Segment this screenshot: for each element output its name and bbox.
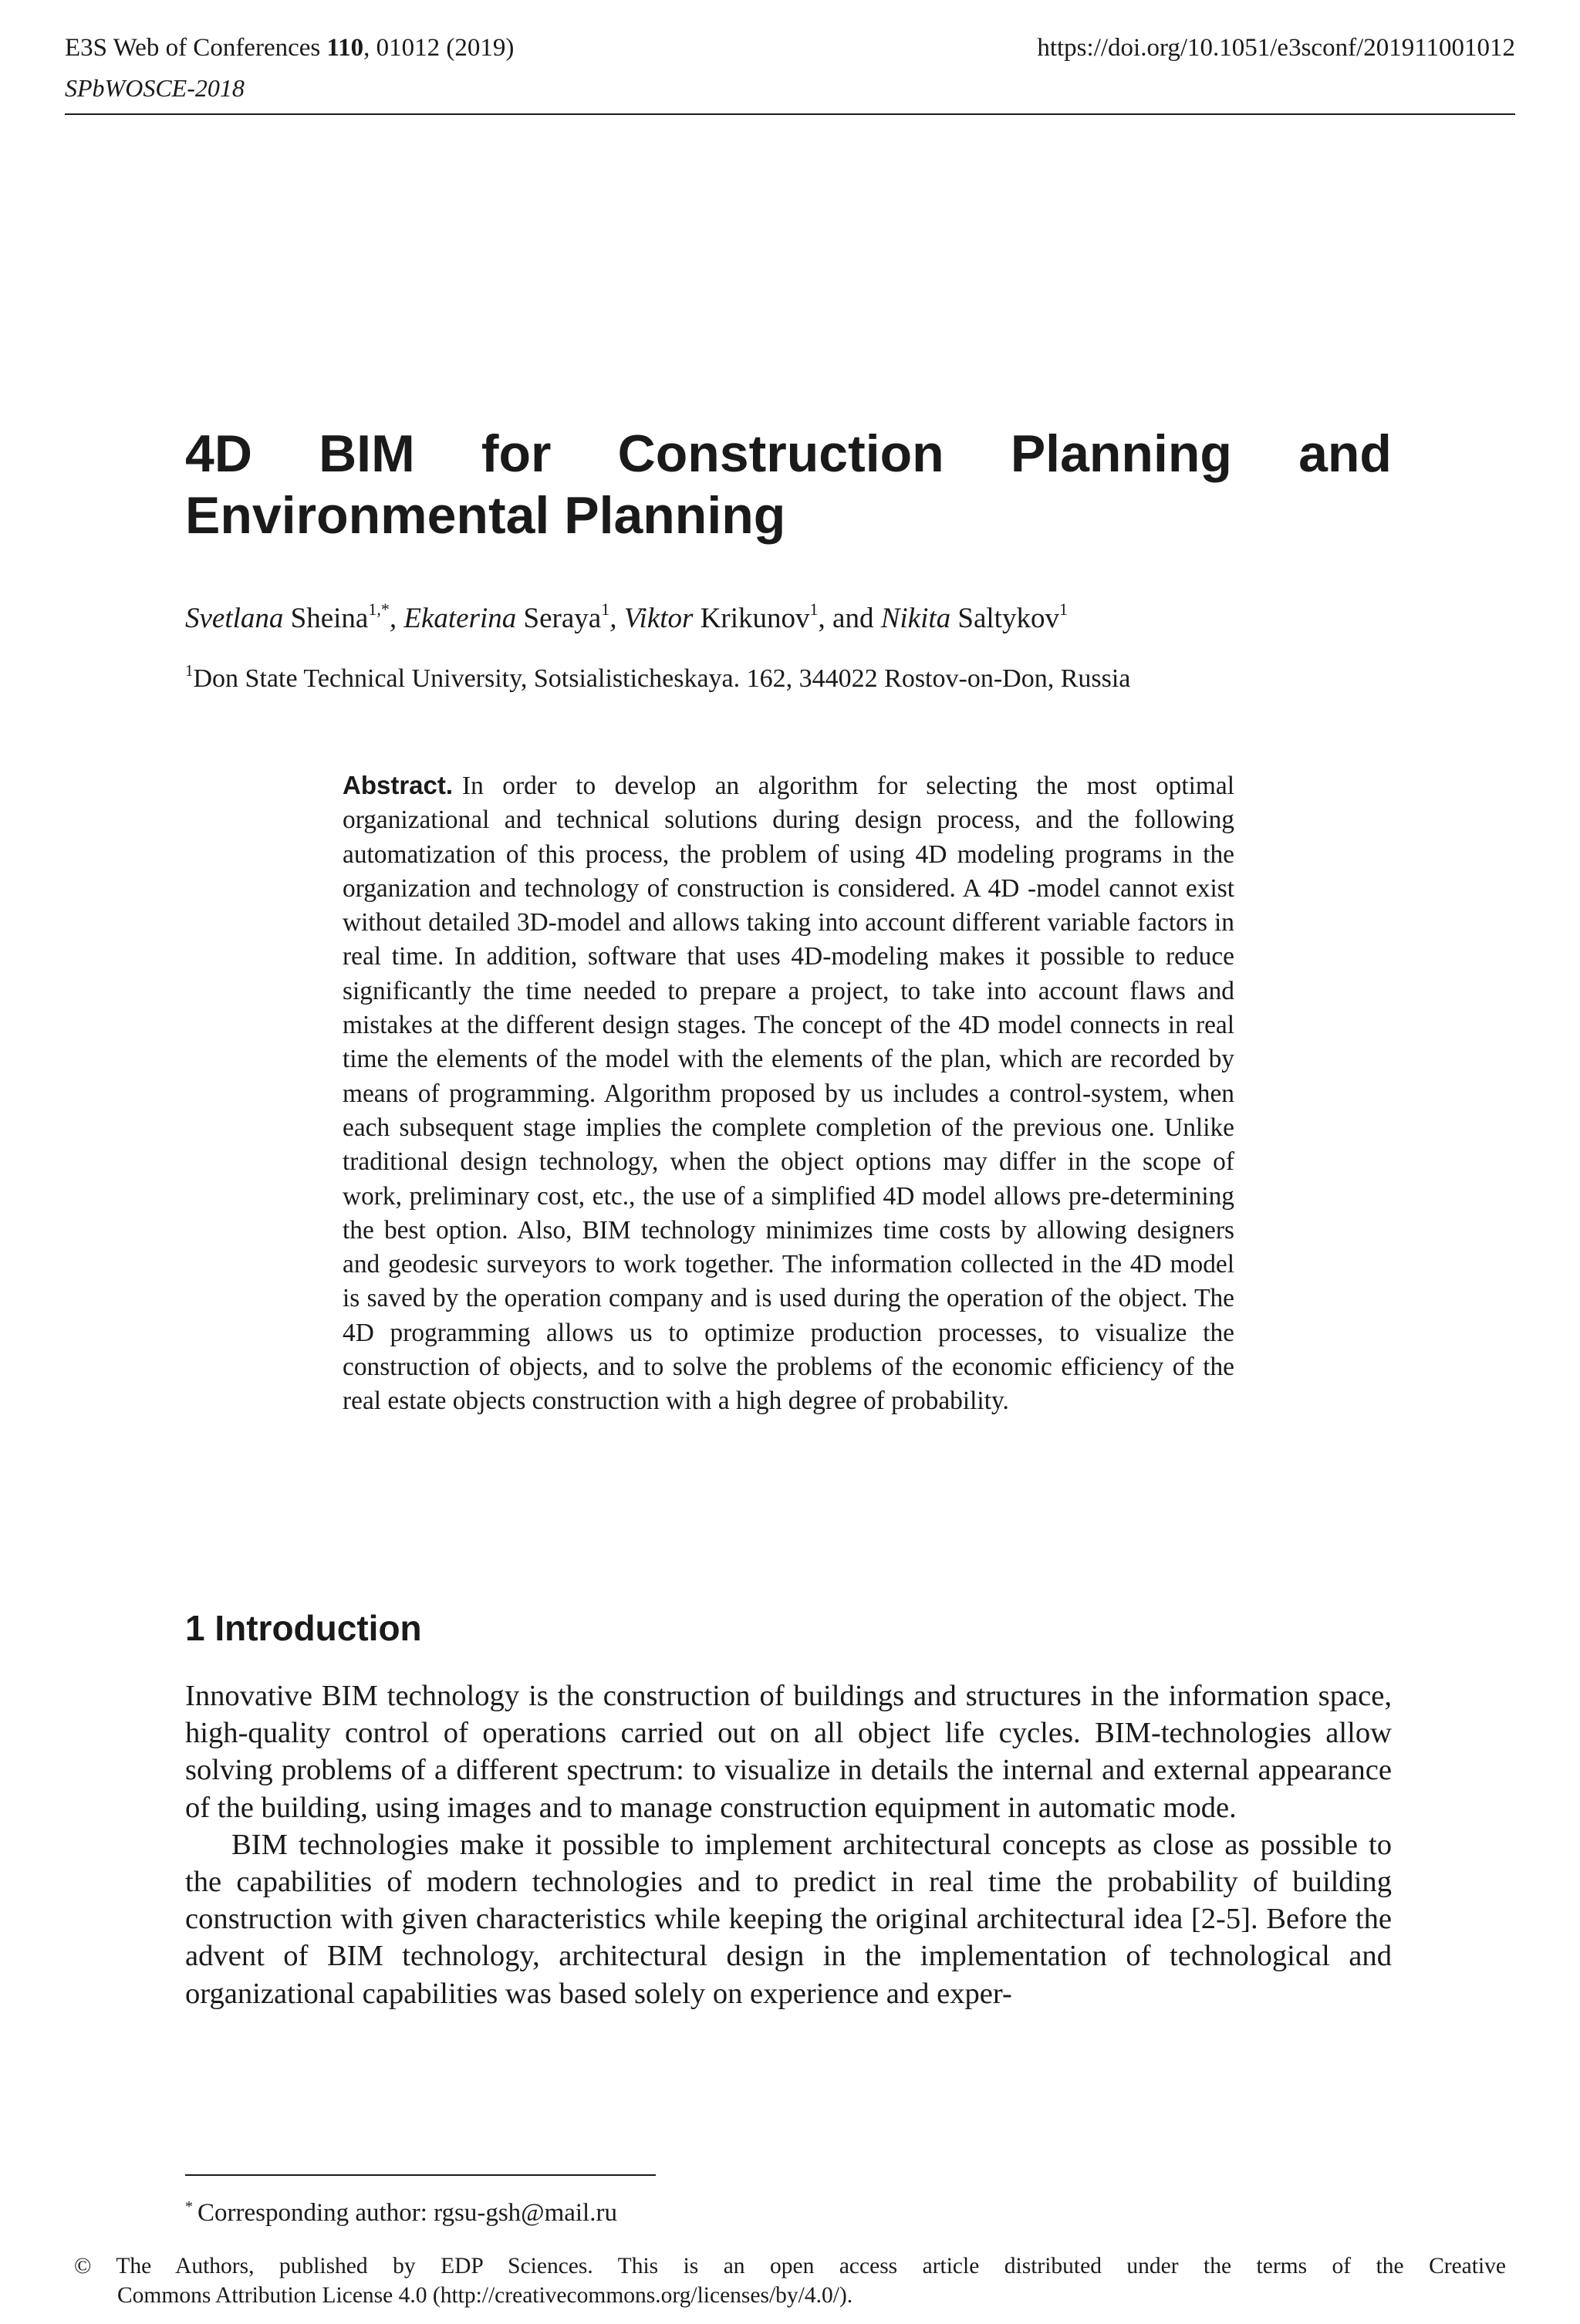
title-word: 4D <box>185 424 252 483</box>
author-first-name: Ekaterina <box>403 603 517 634</box>
affiliation-text: Don State Technical University, Sotsialisticheskaya. 162, 344022 Rostov-on-Don, Russia <box>193 664 1131 693</box>
author-last-name: Seraya <box>516 603 602 634</box>
author-first-name: Nikita <box>880 603 951 634</box>
article-reference: , 01012 (2019) <box>363 34 515 62</box>
author-affiliation-mark: 1 <box>1058 600 1068 619</box>
title-line-2: Environmental Planning <box>185 486 786 545</box>
title-word: Construction <box>617 424 944 483</box>
journal-name: E3S Web of Conferences <box>65 34 327 62</box>
author-separator: , and <box>818 603 881 634</box>
journal-citation <box>65 31 514 65</box>
author-last-name: Saltykov <box>950 603 1059 634</box>
copyright-notice <box>74 2251 1506 2310</box>
doi-link[interactable]: https://doi.org/10.1051/e3sconf/201911001012 <box>1037 34 1515 62</box>
section-heading-introduction: 1 Introduction <box>185 1608 422 1648</box>
journal-volume: 110 <box>326 34 364 62</box>
footnote <box>185 2196 617 2233</box>
footnote-mark: * <box>185 2198 193 2215</box>
affiliation <box>185 660 1130 700</box>
affiliation-mark: 1 <box>185 661 194 680</box>
header-divider <box>65 113 1515 115</box>
author-last-name: Sheina <box>283 603 369 634</box>
footnote-divider <box>185 2174 656 2176</box>
title-line-1 <box>185 423 1392 485</box>
abstract-text: In order to develop an algorithm for selecting the most optimal organizational and technical solutions during design process, and the following automatization of this process, the problem of using 4D modeling programs in the organization and technology of construction is considered. A 4D -model cannot exist without detailed 3D-model and allows taking into account different variable factors in real time. In addition, software that uses 4D-modeling makes it possible to reduce significantly the time needed to prepare a project, to take into account flaws and mistakes at the different design stages. The concept of the 4D model connects in real time the elements of the model with the elements of the plan, which are recorded by means of programming. Algorithm proposed by us includes a control-system, when each subsequent stage implies the complete completion of the previous one. Unlike traditional design technology, when the object options may differ in the scope of work, preliminary cost, etc., the use of a simplified 4D model allows pre-determining the best option. Also, BIM technology minimizes time costs by allowing designers and geodesic surveyors to work together. The information collected in the 4D model is saved by the operation company and is used during the operation of the object. The 4D programming allows us to optimize production processes, to visualize the construction of objects, and to solve the problems of the economic efficiency of the real estate objects construction with a high degree of probability. <box>343 772 1234 1416</box>
title-word: for <box>481 424 552 483</box>
author-last-name: Krikunov <box>693 603 810 634</box>
author-affiliation-mark: 1,* <box>368 600 390 619</box>
paper-title <box>185 423 1392 546</box>
author-affiliation-mark: 1 <box>601 600 610 619</box>
abstract <box>343 768 1234 1419</box>
copyright-line-2: Commons Attribution License 4.0 (http://creativecommons.org/licenses/by/4.0/). <box>117 2283 853 2308</box>
author-list <box>185 599 1068 642</box>
footnote-text: Corresponding author: rgsu-gsh@mail.ru <box>198 2199 617 2227</box>
author-separator: , <box>389 603 404 634</box>
body-paragraph: BIM technologies make it possible to implement architectural concepts as close as possible to the capabilities of modern technologies and to predict in real time the probability of building construction with given characteristics while keeping the original architectural idea [2-5]. Before the advent of BIM technology, architectural design in the implementation of technological and organizational capabilities was based solely on experience and exper- <box>185 1828 1392 2010</box>
abstract-label: Abstract. <box>343 771 454 799</box>
copyright-line-1: © The Authors, published by EDP Sciences. This is an open access article distributed under the terms of the Creative <box>74 2254 1506 2278</box>
introduction-body <box>185 1677 1392 2012</box>
title-word: and <box>1298 424 1392 483</box>
author-separator: , <box>609 603 624 634</box>
author-first-name: Svetlana <box>185 603 284 634</box>
author-affiliation-mark: 1 <box>809 600 819 619</box>
conference-name: SPbWOSCE-2018 <box>65 74 245 102</box>
title-word: BIM <box>319 424 415 483</box>
author-first-name: Viktor <box>623 603 694 634</box>
body-paragraph: Innovative BIM technology is the construction of buildings and structures in the information space, high-quality control of operations carried out on all object life cycles. BIM-technologies allow solving problems of a different spectrum: to visualize in details the internal and external appearance of the building, using images and to manage construction equipment in automatic mode. <box>185 1680 1392 1824</box>
title-word: Planning <box>1010 424 1232 483</box>
